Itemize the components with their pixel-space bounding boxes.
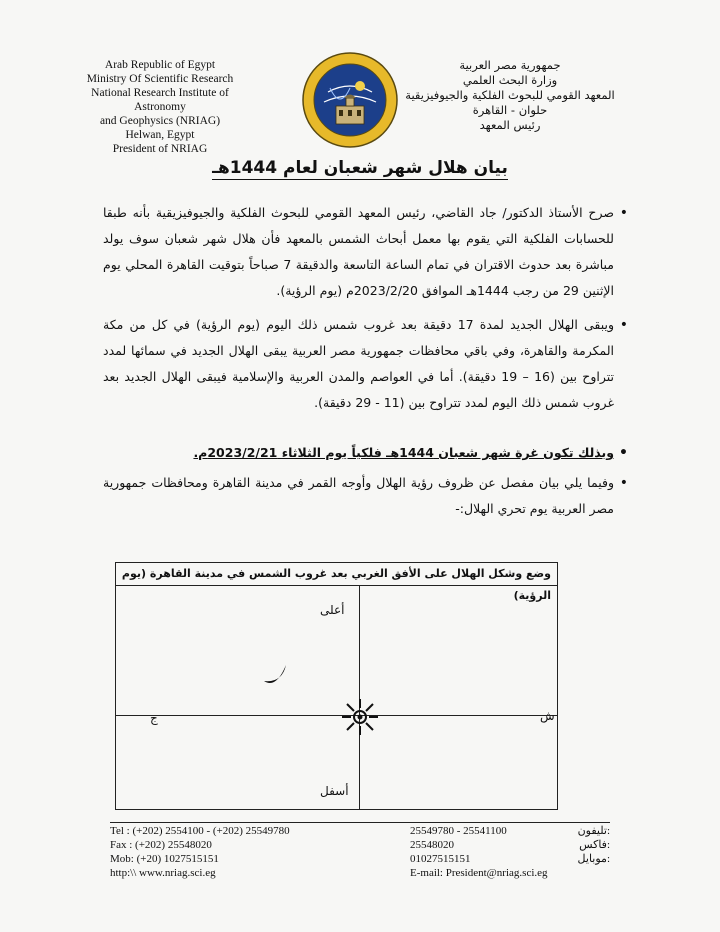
paragraph-block <box>103 312 628 416</box>
footer-ar-fax-value: 25548020 <box>410 839 454 851</box>
letterhead-line: President of NRIAG <box>112 143 208 155</box>
footer-ar-mobile-label: موبايل: <box>577 853 610 865</box>
document-title <box>0 158 720 178</box>
letterhead-line: and Geophysics (NRIAG) <box>99 115 221 127</box>
letterhead-line: جمهورية مصر العربية <box>459 58 561 72</box>
footer-ar-fax-row <box>410 838 610 852</box>
footer-ar-tel-label: تليفون: <box>577 825 610 837</box>
letterhead-line: Helwan, Egypt <box>125 129 195 141</box>
paragraph-block <box>103 440 628 466</box>
paragraph-block <box>103 470 628 522</box>
footer-divider <box>110 822 610 823</box>
footer-ar-tel-row <box>410 824 610 838</box>
crescent-diagram <box>115 562 558 810</box>
english-letterhead <box>70 58 250 156</box>
letterhead-line: المعهد القومي للبحوث الفلكية والجيوفيزيقية <box>405 88 615 102</box>
footer-contact-arabic <box>410 824 610 880</box>
letterhead-line: National Research Institute of Astronomy <box>91 87 229 113</box>
letterhead-line: وزارة البحث العلمي <box>462 73 558 87</box>
arabic-letterhead <box>390 58 630 133</box>
label-down: أسفل <box>320 784 349 798</box>
paragraph-birth-of-crescent: • صرح الأستاذ الدكتور/ جاد القاضي، رئيس المعهد القومي للبحوث الفلكية والجيوفيزيقية بأنه طبقا للحسابات الفلكية التي يقوم بها معمل أبحاث الشمس بالمعهد فأن هلال شهر شعبان سوف يولد مباشرة بعد حدوث الاقتران في تمام الساعة التاسعة والدقيقة 7 صباحاً بتوقيت القاهرة المحلي يوم الإثنين 29 من رجب 1444هـ الموافق 2023/2/20م (يوم الرؤية). <box>103 200 628 304</box>
footer-tel: Tel : (+202) 2554100 - (+202) 25549780 <box>110 825 290 837</box>
footer-email[interactable]: E-mail: President@nriag.sci.eg <box>410 867 548 879</box>
paragraph-month-start: • وبذلك تكون غرة شهر شعبان 1444هـ فلكياً يوم الثلاثاء 2023/2/21م. <box>103 440 628 466</box>
sun-icon <box>340 697 380 737</box>
footer-contact-english <box>110 824 290 880</box>
letterhead-line: حلوان - القاهرة <box>472 103 548 117</box>
letterhead-line: Ministry Of Scientific Research <box>86 73 234 85</box>
footer-ar-fax-label: فاكس: <box>579 839 610 851</box>
label-north: ش <box>540 709 555 723</box>
footer-ar-tel-value: 25549780 - 25541100 <box>410 825 507 837</box>
footer-ar-mobile-row <box>410 852 610 866</box>
label-south: ج <box>150 711 158 725</box>
title-text: بيان هلال شهر شعبان لعام 1444هـ <box>212 158 508 178</box>
label-up: أعلى <box>320 603 345 617</box>
diagram-title: وضع وشكل الهلال على الأفق الغربي بعد غروب الشمس في مدينة القاهرة (يوم الرؤية) <box>116 563 557 586</box>
footer-fax: Fax : (+202) 25548020 <box>110 839 212 851</box>
footer-mobile: Mob: (+20) 1027515151 <box>110 853 219 865</box>
paragraph-crescent-duration: • ويبقى الهلال الجديد لمدة 17 دقيقة بعد غروب شمس ذلك اليوم (يوم الرؤية) في كل من مكة المكرمة والقاهرة، وفي باقي محافظات جمهورية مصر العربية يبقى الهلال الجديد في سمائها لمدد تتراوح بين (16 – 19 دقيقة). أما في العواصم والمدن العربية والإسلامية فيبقى الهلال الجديد بعد غروب شمس ذلك اليوم لمدد تتراوح بين (11 - 29 دقيقة). <box>103 312 628 416</box>
crescent-moon-icon <box>260 659 290 689</box>
letterhead-line: Arab Republic of Egypt <box>104 59 216 71</box>
letterhead-line: رئيس المعهد <box>479 118 541 132</box>
nriag-logo <box>300 50 400 150</box>
footer-ar-mobile-value: 01027515151 <box>410 853 471 865</box>
paragraph-details-intro: • وفيما يلي بيان مفصل عن ظروف رؤية الهلال وأوجه القمر في مدينة القاهرة ومحافظات جمهورية مصر العربية يوم تحري الهلال:- <box>103 470 628 522</box>
footer-website[interactable]: http:\\ www.nriag.sci.eg <box>110 867 216 879</box>
paragraph-block <box>103 200 628 304</box>
horizon-line <box>116 715 557 716</box>
